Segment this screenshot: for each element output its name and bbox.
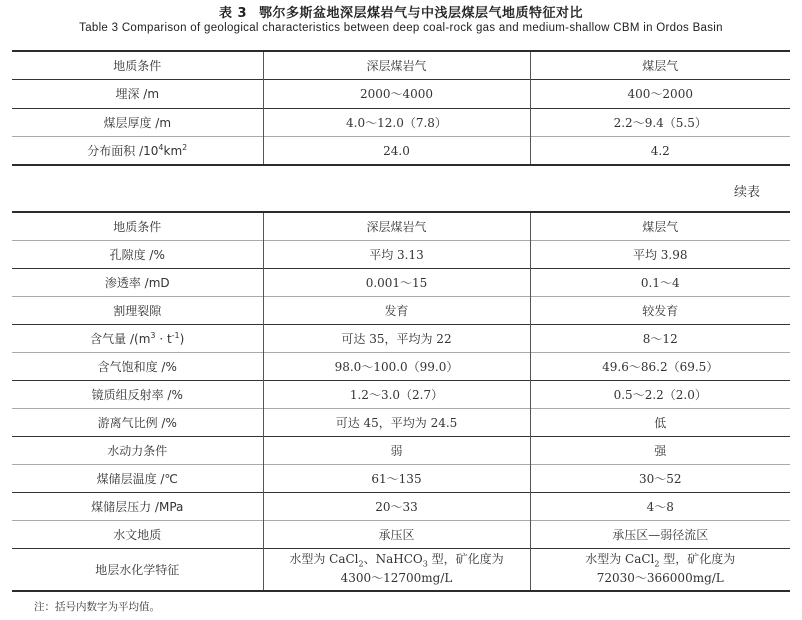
param-cell: 游离气比例 /% <box>12 408 263 436</box>
deep-value-cell: 可达 45，平均为 24.5 <box>263 408 530 436</box>
param-cell: 埋深 /m <box>12 80 263 109</box>
header-cbm: 煤层气 <box>530 51 790 80</box>
param-cell: 镜质组反射率 /% <box>12 380 263 408</box>
superscript: 3 <box>150 330 156 340</box>
subscript: 2 <box>654 559 660 569</box>
table-row <box>12 380 790 408</box>
param-text: 分布面积 /10 <box>87 144 159 158</box>
table-row <box>12 492 790 520</box>
table-title-cn: 鄂尔多斯盆地深层煤岩气与中浅层煤层气地质特征对比 <box>259 6 584 21</box>
subscript: 3 <box>422 559 428 569</box>
table-row <box>12 408 790 436</box>
deep-value-cell: 24.0 <box>263 137 530 166</box>
param-unit-suffix: ) <box>179 331 185 346</box>
superscript: 4 <box>158 143 164 152</box>
cbm-value-cell: 400～2000 <box>530 80 790 109</box>
table-row <box>12 324 790 352</box>
deep-value-cell: 承压区 <box>263 520 530 548</box>
cbm-value-cell: 承压区—弱径流区 <box>530 520 790 548</box>
text: 水型为 CaCl <box>585 552 655 567</box>
table-row <box>12 268 790 296</box>
table-row <box>12 80 790 109</box>
deep-value-cell: 0.001～15 <box>263 268 530 296</box>
param-cell: 割理裂隙 <box>12 296 263 324</box>
deep-value-cell: 4.0～12.0（7.8） <box>263 108 530 137</box>
deep-value-cell: 平均 3.13 <box>263 240 530 268</box>
table-header-row <box>12 212 790 240</box>
superscript: 2 <box>182 143 188 152</box>
table-caption-cn <box>0 2 802 21</box>
continued-label: 续表 <box>733 185 760 200</box>
table-row <box>12 436 790 464</box>
param-cell: 煤层厚度 /m <box>12 108 263 137</box>
text: 型，矿化度为 <box>427 552 504 567</box>
cbm-value-line1 <box>531 552 791 571</box>
header-condition: 地质条件 <box>12 51 263 80</box>
cbm-value-cell: 2.2～9.4（5.5） <box>530 108 790 137</box>
cbm-value-cell: 低 <box>530 408 790 436</box>
cbm-value-cell: 平均 3.98 <box>530 240 790 268</box>
table-row <box>12 520 790 548</box>
header-deep-coal-rock-gas: 深层煤岩气 <box>263 212 530 240</box>
cbm-value-cell: 较发育 <box>530 296 790 324</box>
deep-value-cell: 61～135 <box>263 464 530 492</box>
param-cell: 含气饱和度 /% <box>12 352 263 380</box>
cbm-value-cell: 4～8 <box>530 492 790 520</box>
cbm-value-line2: 72030～366000mg/L <box>596 571 724 586</box>
table-header-row <box>12 51 790 80</box>
param-cell: 孔隙度 /% <box>12 240 263 268</box>
header-deep-coal-rock-gas: 深层煤岩气 <box>263 51 530 80</box>
table-number: 表 3 <box>218 6 248 21</box>
subscript: 2 <box>358 559 364 569</box>
cbm-value-cell: 49.6～86.2（69.5） <box>530 352 790 380</box>
table-row <box>12 296 790 324</box>
deep-value-cell: 2000～4000 <box>263 80 530 109</box>
table-row <box>12 137 790 166</box>
deep-value-line1 <box>264 552 530 571</box>
superscript: -1 <box>171 330 180 340</box>
param-cell: 煤储层压力 /MPa <box>12 492 263 520</box>
deep-value-cell <box>263 548 530 591</box>
table-row <box>12 108 790 137</box>
cbm-value-cell: 4.2 <box>530 137 790 166</box>
table-row <box>12 240 790 268</box>
param-text: 含气量 /(m <box>90 331 151 346</box>
cbm-value-cell: 强 <box>530 436 790 464</box>
cbm-value-cell: 30～52 <box>530 464 790 492</box>
table-caption-en: Table 3 Comparison of geological characteristics between deep coal-rock gas and medium-shallow CBM in Ordos Basin <box>79 22 723 34</box>
comparison-table-part1 <box>12 50 790 166</box>
param-cell <box>12 137 263 166</box>
text: 、NaHCO <box>363 552 423 567</box>
param-cell: 煤储层温度 /℃ <box>12 464 263 492</box>
deep-value-cell: 发育 <box>263 296 530 324</box>
deep-value-cell: 可达 35，平均为 22 <box>263 324 530 352</box>
deep-value-cell: 弱 <box>263 436 530 464</box>
deep-value-line2: 4300～12700mg/L <box>340 571 453 586</box>
param-unit: km <box>163 144 183 158</box>
deep-value-cell: 98.0～100.0（99.0） <box>263 352 530 380</box>
param-cell <box>12 324 263 352</box>
param-cell: 水动力条件 <box>12 436 263 464</box>
table-row <box>12 352 790 380</box>
deep-value-cell: 20～33 <box>263 492 530 520</box>
param-cell: 水文地质 <box>12 520 263 548</box>
header-condition: 地质条件 <box>12 212 263 240</box>
text: 水型为 CaCl <box>289 552 359 567</box>
table-row <box>12 464 790 492</box>
footnote: 注：括号内数字为平均值。 <box>34 601 160 613</box>
comparison-table-part2 <box>12 211 790 592</box>
deep-value-cell: 1.2～3.0（2.7） <box>263 380 530 408</box>
cbm-value-cell: 0.5～2.2（2.0） <box>530 380 790 408</box>
cbm-value-cell: 8～12 <box>530 324 790 352</box>
param-cell: 地层水化学特征 <box>12 548 263 591</box>
param-cell: 渗透率 /mD <box>12 268 263 296</box>
cbm-value-cell <box>530 548 790 591</box>
table-row <box>12 548 790 591</box>
header-cbm: 煤层气 <box>530 212 790 240</box>
cbm-value-cell: 0.1～4 <box>530 268 790 296</box>
param-unit: · t <box>155 331 172 346</box>
text: 型，矿化度为 <box>659 552 736 567</box>
